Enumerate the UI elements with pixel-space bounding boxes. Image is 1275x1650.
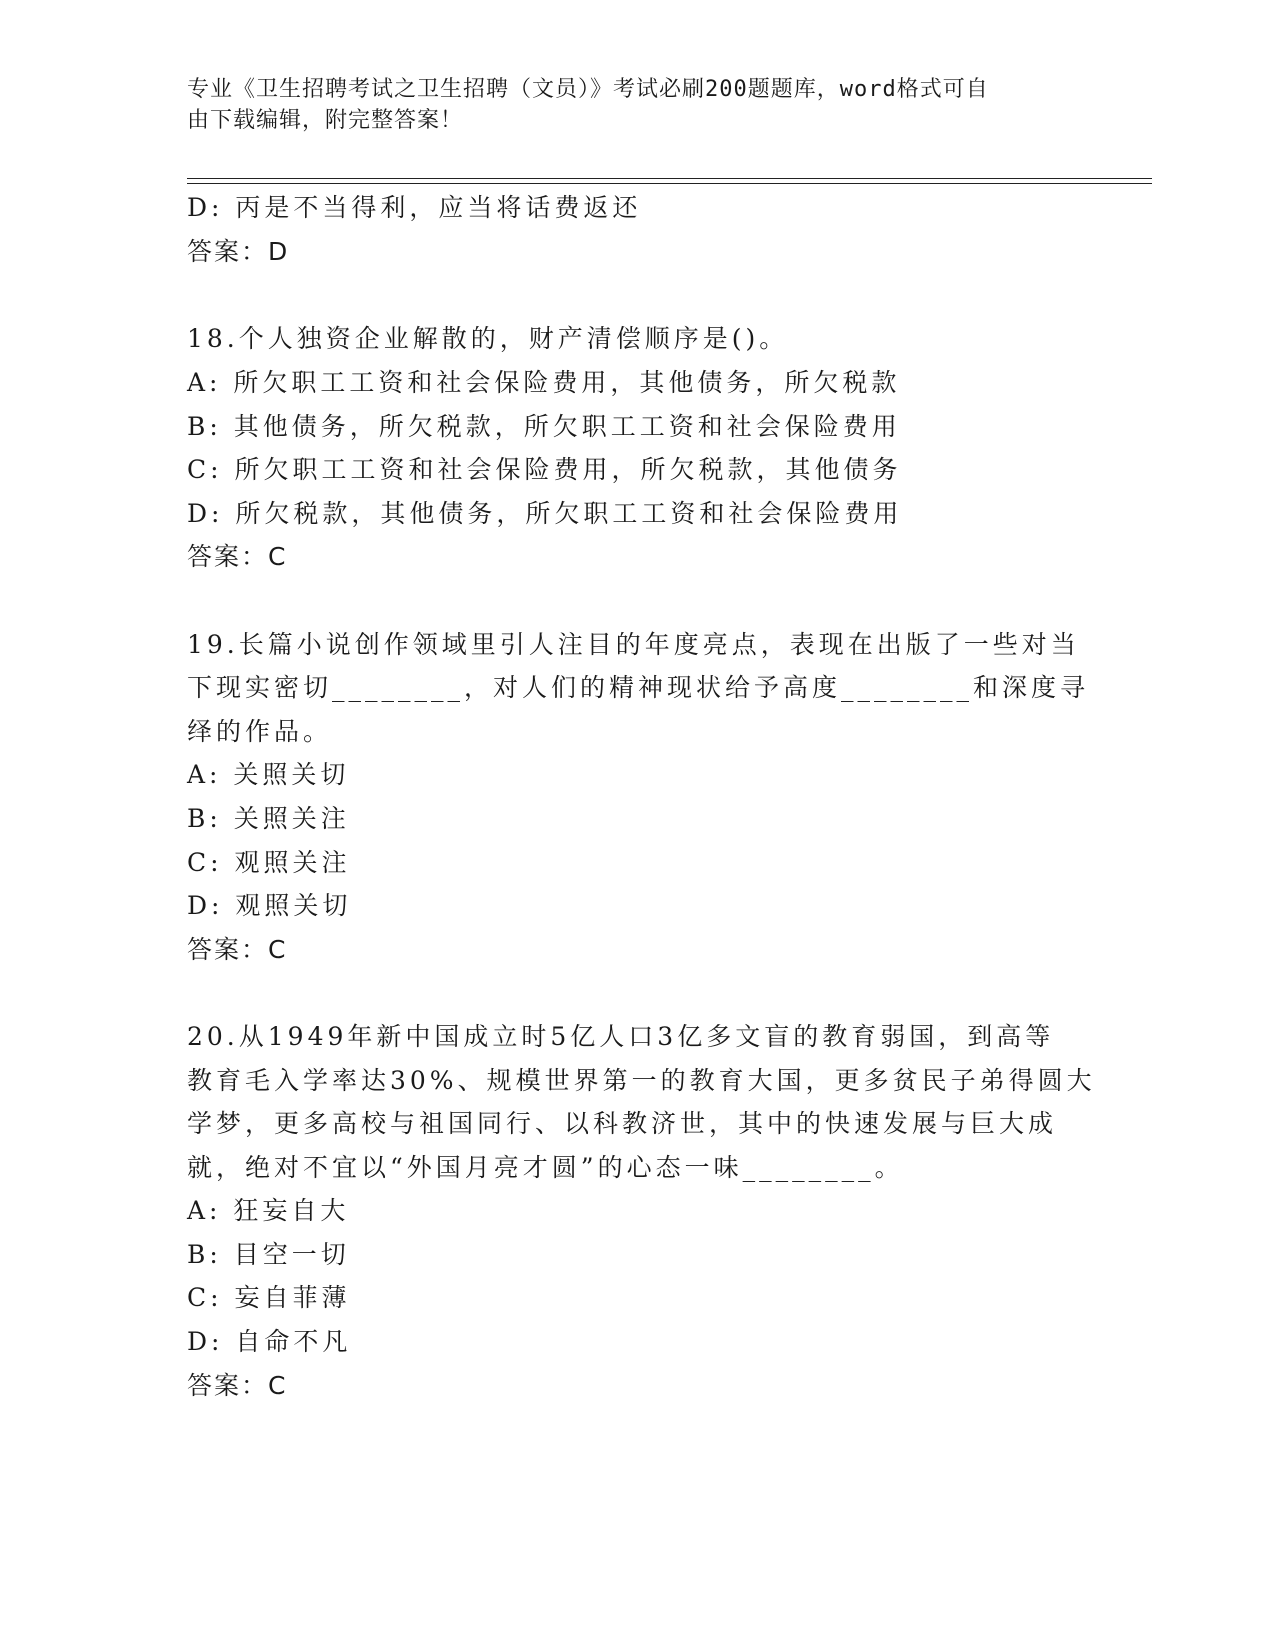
q18-option-c: C: 所欠职工工资和社会保险费用，所欠税款，其他债务 (187, 455, 902, 484)
q20-option-b: B: 目空一切 (187, 1240, 350, 1269)
q19-option-a: A: 关照关切 (187, 760, 350, 789)
q19-stem-line-1: 19.长篇小说创作领域里引人注目的年度亮点，表现在出版了一些对当 (187, 630, 1080, 659)
q17-answer: 答案：D (187, 237, 290, 266)
q20-stem-line-4: 就，绝对不宜以“外国月亮才圆”的心态一味________。 (187, 1153, 904, 1182)
q19-option-b: B: 关照关注 (187, 804, 350, 833)
q19-answer: 答案：C (187, 935, 288, 964)
q20-option-d: D: 自命不凡 (187, 1327, 352, 1356)
q20-stem-line-1: 20.从1949年新中国成立时5亿人口3亿多文盲的教育弱国，到高等 (187, 1022, 1055, 1051)
document-header (187, 74, 1067, 136)
header-divider-top (187, 178, 1152, 179)
q18-option-a: A: 所欠职工工资和社会保险费用，其他债务，所欠税款 (187, 368, 901, 397)
q17-option-d: D: 丙是不当得利，应当将话费返还 (187, 193, 642, 222)
q18-answer: 答案：C (187, 542, 288, 571)
header-line-2: 由下载编辑，附完整答案！ (187, 108, 464, 133)
q19-stem-line-2: 下现实密切________，对人们的精神现状给予高度________和深度寻 (187, 673, 1090, 702)
q19-option-d: D: 观照关切 (187, 891, 352, 920)
q19-stem-line-3: 绎的作品。 (187, 717, 333, 746)
q18-option-d: D: 所欠税款，其他债务，所欠职工工资和社会保险费用 (187, 499, 903, 528)
q20-stem-line-3: 学梦，更多高校与祖国同行、以科教济世，其中的快速发展与巨大成 (187, 1109, 1058, 1138)
header-line-1: 专业《卫生招聘考试之卫生招聘（文员）》考试必刷200题题库，word格式可自 (187, 77, 989, 102)
q20-answer: 答案：C (187, 1371, 288, 1400)
q20-stem-line-2: 教育毛入学率达30%、规模世界第一的教育大国，更多贫民子弟得圆大 (187, 1066, 1096, 1095)
q18-option-b: B: 其他债务，所欠税款，所欠职工工资和社会保险费用 (187, 412, 901, 441)
q20-option-c: C: 妄自菲薄 (187, 1283, 351, 1312)
header-divider-bottom (187, 183, 1152, 184)
q20-option-a: A: 狂妄自大 (187, 1196, 350, 1225)
q19-option-c: C: 观照关注 (187, 848, 351, 877)
q18-stem: 18.个人独资企业解散的，财产清偿顺序是()。 (187, 324, 789, 353)
